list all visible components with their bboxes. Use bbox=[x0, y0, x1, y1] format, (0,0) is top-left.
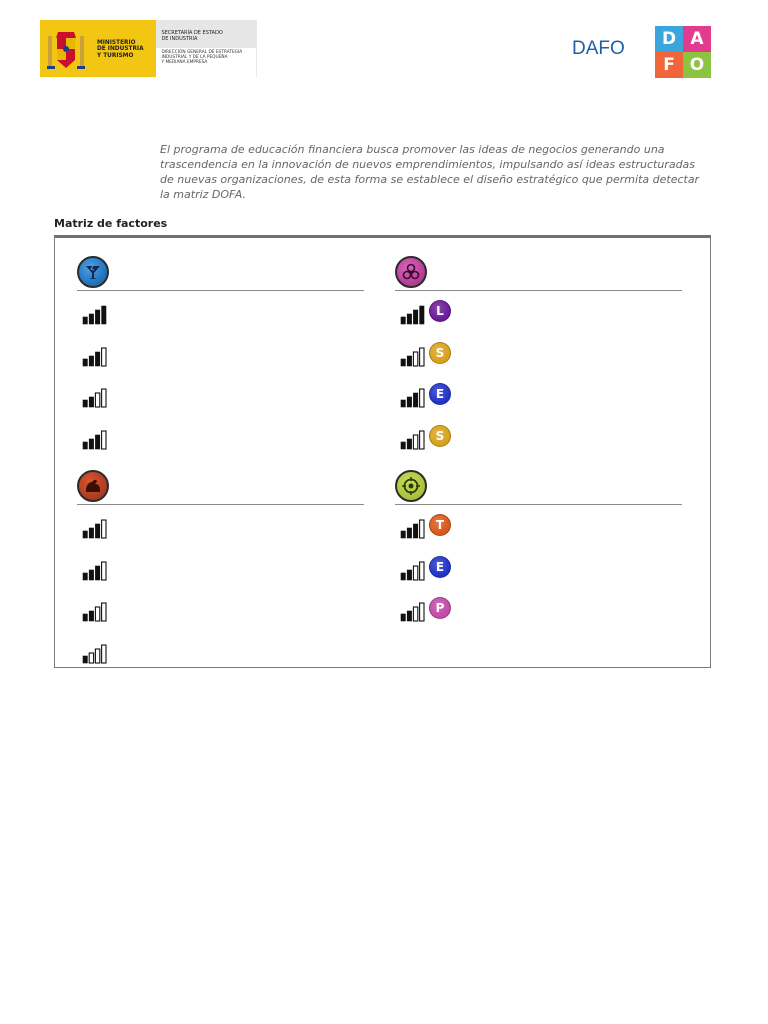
quadrant-header bbox=[395, 254, 682, 291]
dafo-logo bbox=[655, 26, 711, 78]
signal-bar bbox=[420, 603, 424, 621]
flexed-arm-icon bbox=[77, 470, 109, 502]
factor-row bbox=[77, 333, 364, 375]
signal-bar bbox=[89, 356, 93, 366]
signal-bar bbox=[83, 656, 87, 663]
section-title: Matriz de factores bbox=[54, 217, 168, 230]
dafo-logo-tile: D bbox=[655, 26, 683, 52]
dafo-logo-tile: A bbox=[683, 26, 711, 52]
signal-bar bbox=[401, 614, 405, 621]
factor-row bbox=[77, 505, 364, 547]
signal-strength-icon bbox=[400, 305, 426, 325]
signal-bar bbox=[401, 359, 405, 366]
signal-strength-icon bbox=[400, 430, 426, 450]
signal-bar bbox=[83, 531, 87, 538]
factor-category-badge: E bbox=[429, 556, 451, 578]
signal-bar bbox=[413, 393, 417, 407]
signal-strength-icon bbox=[82, 602, 108, 622]
signal-bar bbox=[420, 348, 424, 366]
quadrant-oportunidades bbox=[395, 468, 682, 630]
quadrant-header bbox=[395, 468, 682, 505]
signal-strength-icon bbox=[82, 519, 108, 539]
signal-bar bbox=[102, 645, 106, 663]
signal-bar bbox=[83, 573, 87, 580]
signal-bar bbox=[83, 614, 87, 621]
broken-glass-icon bbox=[77, 256, 109, 288]
factor-category-badge: L bbox=[429, 300, 451, 322]
signal-bar bbox=[401, 573, 405, 580]
signal-bar bbox=[401, 531, 405, 538]
signal-strength-icon bbox=[400, 519, 426, 539]
signal-bar bbox=[102, 520, 106, 538]
signal-bar bbox=[89, 397, 93, 407]
signal-bar bbox=[401, 442, 405, 449]
signal-bar bbox=[95, 435, 99, 449]
quadrant-header bbox=[77, 254, 364, 291]
signal-bar bbox=[413, 435, 417, 449]
factor-row bbox=[395, 333, 682, 375]
signal-bar bbox=[413, 607, 417, 621]
ministry-name: MINISTERIO DE INDUSTRIA Y TURISMO bbox=[97, 40, 144, 59]
signal-bar bbox=[83, 400, 87, 407]
factor-row bbox=[395, 505, 682, 547]
signal-bar bbox=[95, 524, 99, 538]
signal-bar bbox=[420, 562, 424, 580]
signal-bar bbox=[89, 653, 93, 663]
signal-bar bbox=[420, 389, 424, 407]
signal-bar bbox=[407, 356, 411, 366]
signal-bar bbox=[95, 310, 99, 324]
factor-matrix bbox=[54, 235, 711, 668]
signal-bar bbox=[407, 439, 411, 449]
signal-strength-icon bbox=[82, 430, 108, 450]
signal-strength-icon bbox=[82, 644, 108, 664]
signal-strength-icon bbox=[400, 347, 426, 367]
secretariat-name: SECRETARÍA DE ESTADO DE INDUSTRIA bbox=[161, 30, 223, 42]
spain-coat-of-arms-icon bbox=[46, 26, 86, 72]
factor-category-badge: T bbox=[429, 514, 451, 536]
signal-bar bbox=[407, 570, 411, 580]
factor-category-badge: S bbox=[429, 425, 451, 447]
ministry-logo-text-panel bbox=[156, 20, 257, 77]
directorate-name: DIRECCIÓN GENERAL DE ESTRATEGIA INDUSTRIAL Y DE LA PEQUEÑA Y MEDIANA EMPRESA bbox=[161, 50, 243, 65]
quadrant-debilidades bbox=[77, 254, 364, 457]
factor-category-badge: P bbox=[429, 597, 451, 619]
signal-bar bbox=[401, 400, 405, 407]
factor-row bbox=[395, 588, 682, 630]
quadrant-header bbox=[77, 468, 364, 505]
factor-row bbox=[77, 630, 364, 672]
quadrant-amenazas bbox=[395, 254, 682, 457]
signal-strength-icon bbox=[400, 602, 426, 622]
factor-row bbox=[395, 547, 682, 589]
factor-row bbox=[77, 588, 364, 630]
secretariat-band bbox=[156, 20, 256, 48]
signal-bar bbox=[413, 566, 417, 580]
signal-strength-icon bbox=[82, 561, 108, 581]
signal-strength-icon bbox=[82, 347, 108, 367]
signal-bar bbox=[102, 389, 106, 407]
signal-bar bbox=[102, 603, 106, 621]
signal-bar bbox=[102, 306, 106, 324]
signal-bar bbox=[413, 524, 417, 538]
signal-bar bbox=[102, 431, 106, 449]
signal-bar bbox=[95, 607, 99, 621]
signal-bar bbox=[407, 397, 411, 407]
signal-bar bbox=[407, 611, 411, 621]
ministry-logo bbox=[40, 20, 257, 77]
signal-bar bbox=[102, 562, 106, 580]
signal-bar bbox=[89, 611, 93, 621]
signal-bar bbox=[413, 310, 417, 324]
signal-bar bbox=[407, 528, 411, 538]
target-icon bbox=[395, 470, 427, 502]
signal-bar bbox=[83, 359, 87, 366]
signal-bar bbox=[83, 317, 87, 324]
signal-bar bbox=[420, 431, 424, 449]
factor-row bbox=[395, 416, 682, 458]
biohazard-icon bbox=[395, 256, 427, 288]
signal-strength-icon bbox=[400, 561, 426, 581]
factor-row bbox=[77, 416, 364, 458]
ministry-logo-yellow-panel bbox=[40, 20, 156, 77]
factor-row bbox=[395, 291, 682, 333]
signal-strength-icon bbox=[82, 388, 108, 408]
dafo-logo-tile: O bbox=[683, 52, 711, 78]
signal-bar bbox=[89, 528, 93, 538]
signal-bar bbox=[420, 306, 424, 324]
intro-paragraph: El programa de educación financiera busca promover las ideas de negocios generando una trascendencia en la innovación de nuevos emprendimientos, impulsando así ideas estructuradas de nuevas organizaciones, de esta forma se establece el diseño estratégico que permita detectar la matriz DOFA. bbox=[160, 143, 700, 201]
factor-category-badge: S bbox=[429, 342, 451, 364]
factor-row bbox=[395, 374, 682, 416]
factor-category-badge: E bbox=[429, 383, 451, 405]
signal-bar bbox=[89, 570, 93, 580]
signal-strength-icon bbox=[400, 388, 426, 408]
signal-bar bbox=[401, 317, 405, 324]
document-title: DAFO bbox=[572, 38, 625, 59]
signal-bar bbox=[420, 520, 424, 538]
factor-row bbox=[77, 291, 364, 333]
signal-bar bbox=[83, 442, 87, 449]
factor-row bbox=[77, 374, 364, 416]
signal-bar bbox=[102, 348, 106, 366]
signal-bar bbox=[95, 393, 99, 407]
signal-bar bbox=[95, 566, 99, 580]
factor-row bbox=[77, 547, 364, 589]
signal-bar bbox=[95, 649, 99, 663]
signal-bar bbox=[89, 314, 93, 324]
signal-bar bbox=[413, 352, 417, 366]
signal-bar bbox=[407, 314, 411, 324]
dafo-logo-tile: F bbox=[655, 52, 683, 78]
signal-bar bbox=[89, 439, 93, 449]
signal-strength-icon bbox=[82, 305, 108, 325]
quadrant-fortalezas bbox=[77, 468, 364, 671]
signal-bar bbox=[95, 352, 99, 366]
